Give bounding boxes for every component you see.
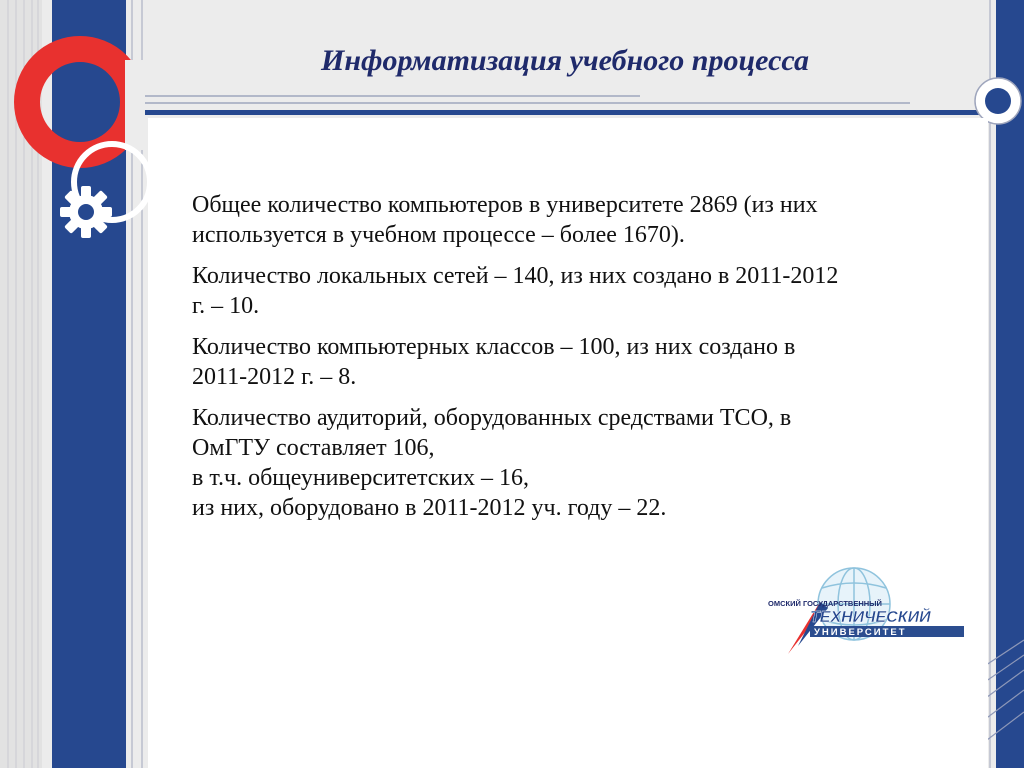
text-line: в т.ч. общеуниверситетских – 16, (192, 465, 529, 491)
text-line: Количество компьютерных классов – 100, из них создано в (192, 334, 796, 360)
slide-title: Информатизация учебного процесса (321, 44, 809, 77)
university-logo (762, 564, 974, 656)
text-line: Количество аудиторий, оборудованных средствами ТСО, в (192, 405, 792, 431)
left-blue-band (52, 0, 126, 768)
text-line: используется в учебном процессе – более 1670). (192, 222, 685, 248)
text-line: ОмГТУ составляет 106, (192, 435, 435, 461)
logo-line1: ОМСКИЙ ГОСУДАРСТВЕННЫЙ (768, 599, 882, 608)
paragraph-networks (192, 261, 972, 321)
logo-line3: УНИВЕРСИТЕТ (814, 627, 907, 638)
text-line: г. – 10. (192, 293, 260, 319)
text-line: из них, оборудовано в 2011-2012 уч. году – 22. (192, 495, 667, 521)
text-line: Количество локальных сетей – 140, из них создано в 2011-2012 (192, 263, 839, 289)
text-line: Общее количество компьютеров в университете 2869 (из них (192, 192, 818, 218)
body-text (192, 190, 972, 534)
paragraph-auditoriums (192, 403, 972, 523)
paragraph-computers (192, 190, 972, 250)
paragraph-classrooms (192, 332, 972, 392)
logo-line2: ТЕХНИЧЕСКИЙ (810, 609, 931, 626)
text-line: 2011-2012 г. – 8. (192, 364, 357, 390)
